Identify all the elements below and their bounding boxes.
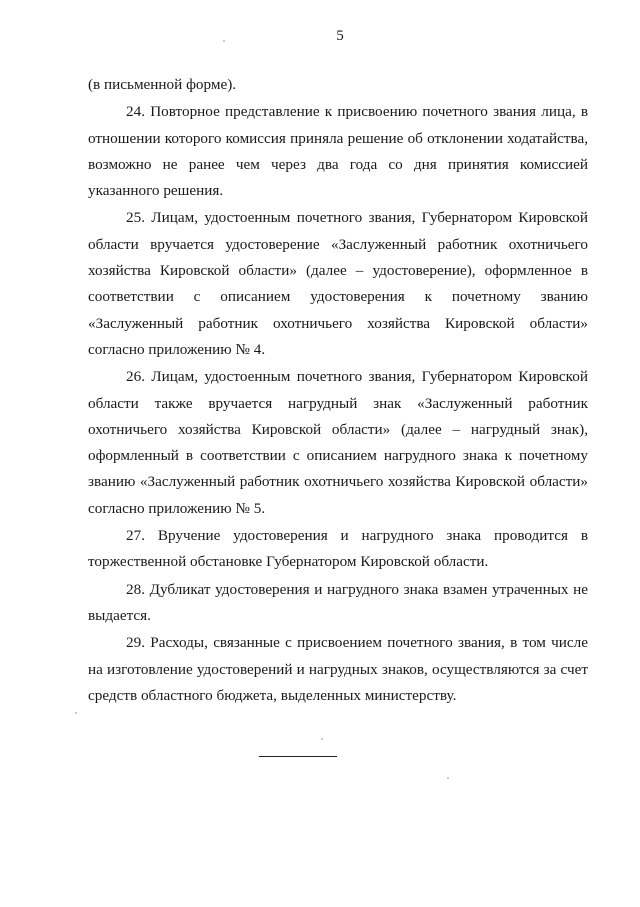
closing-rule [259, 756, 337, 757]
paragraph-27: 27. Вручение удостоверения и нагрудного знака проводится в торжественной обстановке Губернатором Кировской области. [88, 527, 588, 571]
scan-speck [321, 738, 323, 740]
paragraph-24: 24. Повторное представление к присвоению почетного звания лица, в отношении которого комиссия приняла решение об отклонении ходатайства, возможно не ранее чем через два года со дня принятия комиссией указанного решения. [88, 103, 588, 200]
paragraph-28: 28. Дубликат удостоверения и нагрудного знака взамен утраченных не выдается. [88, 580, 588, 624]
scan-speck [447, 777, 449, 779]
paragraph-25: 25. Лицам, удостоенным почетного звания, Губернатором Кировской области вручается удостоверение «Заслуженный работник охотничьего хозяйства Кировской области» (далее – удостоверение), оформленное в соответствии с описанием удостоверения к почетному званию «Заслуженный работник охотничьего хозяйства Кировской области» согласно приложению № 4. [88, 209, 588, 358]
paragraph-26: 26. Лицам, удостоенным почетного звания, Губернатором Кировской области также вручается нагрудный знак «Заслуженный работник охотничьего хозяйства Кировской области» (далее – нагрудный знак), оформленный в соответствии с описанием нагрудного знака к почетному званию «Заслуженный работник охотничьего хозяйства Кировской области» согласно приложению № 5. [88, 368, 588, 517]
scan-speck [223, 40, 225, 42]
paragraph-29: 29. Расходы, связанные с присвоением почетного звания, в том числе на изготовление удостоверений и нагрудных знаков, осуществляются за счет средств областного бюджета, выделенных министерству. [88, 634, 588, 704]
paragraph-continuation: (в письменной форме). [88, 76, 237, 93]
scan-speck [75, 712, 77, 714]
document-body [88, 72, 588, 710]
page-number: 5 [336, 28, 344, 44]
